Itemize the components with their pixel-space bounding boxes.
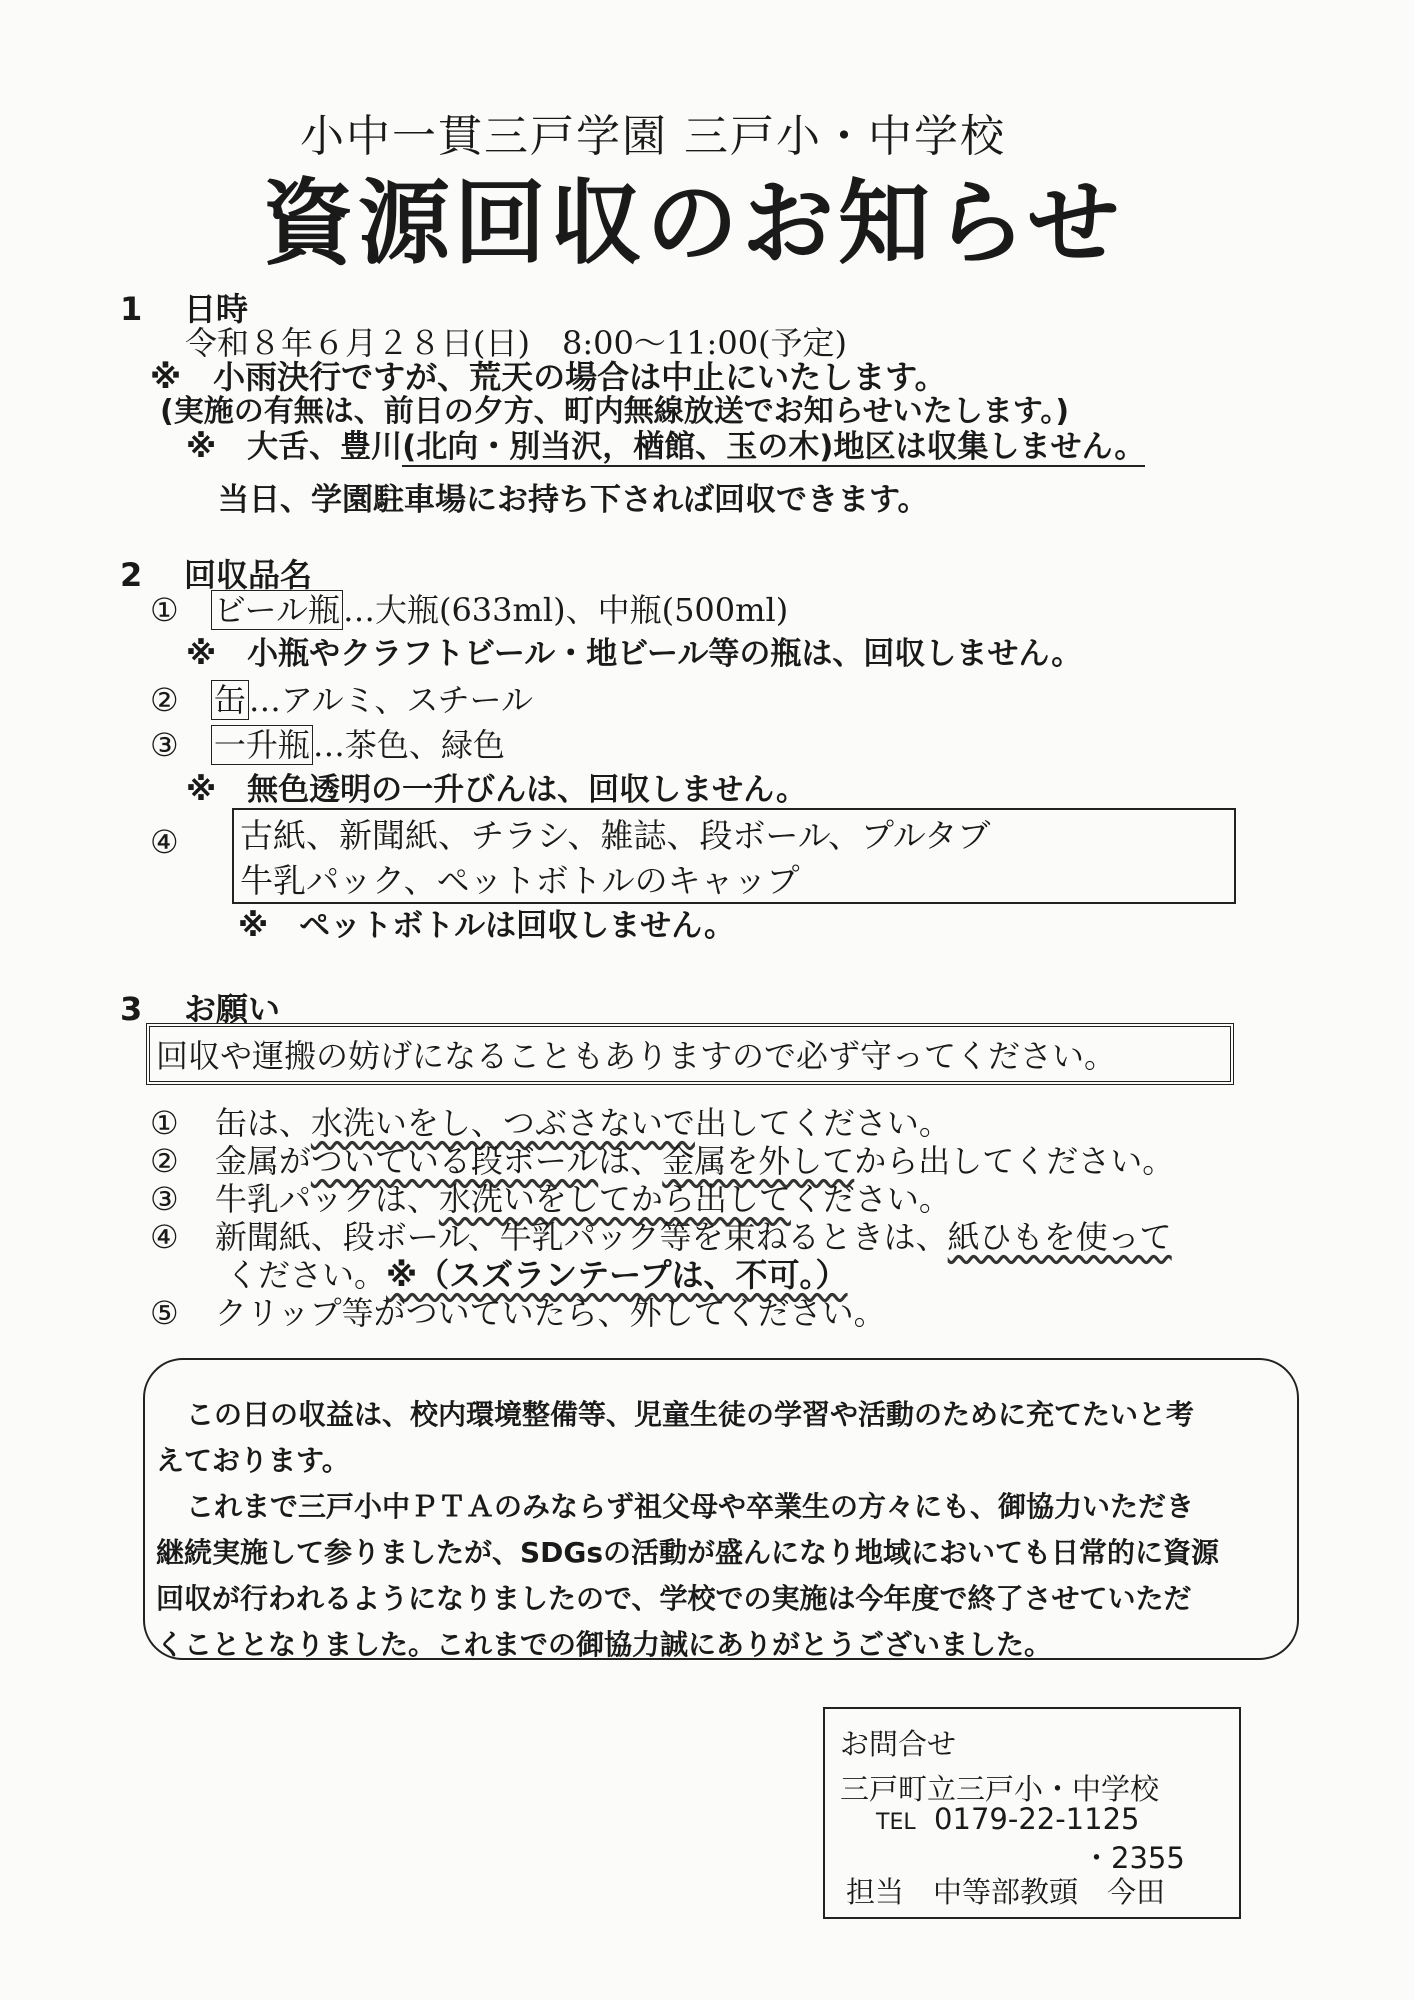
item1-detail: …大瓶(633ml)、中瓶(500ml) <box>342 591 789 629</box>
area-names: 大舌、豊川 <box>247 429 403 465</box>
section1-title: 日時 <box>184 290 249 328</box>
page-title: 資源回収のお知らせ <box>262 170 1124 277</box>
item2-number: ② <box>150 681 179 719</box>
rain-note-text: 小雨決行ですが、荒天の場合は中止にいたします。 <box>213 358 947 396</box>
item4-note-text: ペットボトルは回収しません。 <box>299 908 735 944</box>
contact-person <box>846 1870 1165 1911</box>
item2 <box>150 675 533 721</box>
person-label: 担当 <box>846 1875 905 1909</box>
item2-name: 缶 <box>211 680 249 720</box>
rule3-text-a: 牛乳パックは、 <box>214 1180 439 1218</box>
item2-detail: …アルミ、スチール <box>248 681 534 719</box>
message-line-5: 回収が行われるようになりましたので、学校での実施は今年度で終了させていただ <box>156 1582 1192 1615</box>
rule4-emphasis: 紙ひもを使って <box>947 1218 1172 1256</box>
rule3-number: ③ <box>150 1180 179 1218</box>
area-not-collected: 地区は収集しません。 <box>833 429 1146 465</box>
rule2-emphasis-1: ついている段ボール <box>310 1142 599 1180</box>
note-mark: ※ <box>150 358 182 396</box>
item1 <box>150 585 788 631</box>
rule4-text-b: ください。 <box>226 1256 387 1294</box>
message-line-3: これまで三戸小中ＰＴＡのみならず祖父母や卒業生の方々にも、御協力いただき <box>186 1490 1195 1523</box>
item4-line1: 古紙、新聞紙、チラシ、雑誌、段ボール、プルタブ <box>240 816 991 855</box>
item1-number: ① <box>150 591 179 629</box>
item1-note <box>186 628 1082 673</box>
note-mark: ※ <box>186 772 217 808</box>
rule2-text-c: から出してください。 <box>854 1142 1175 1180</box>
note-mark: ※ <box>238 908 269 944</box>
rule1-emphasis: 水洗いをし、つぶさないで <box>310 1104 695 1142</box>
event-datetime: 令和８年６月２８日(日) 8:00～11:00(予定) <box>185 324 848 362</box>
rule4-number: ④ <box>150 1218 179 1256</box>
note-mark: ※ <box>186 429 217 465</box>
rule2-text-b: は、 <box>598 1142 663 1180</box>
contact-school: 三戸町立三戸小・中学校 <box>840 1772 1160 1806</box>
excluded-area-note <box>186 421 1145 466</box>
item3-name: 一升瓶 <box>211 725 313 765</box>
rule1-number: ① <box>150 1104 179 1142</box>
area-subdistricts: (北向・別当沢，楢館、玉の木) <box>402 429 834 465</box>
broadcast-note: (実施の有無は、前日の夕方、町内無線放送でお知らせいたします。) <box>160 394 1070 429</box>
message-line-1: この日の収益は、校内環境整備等、児童生徒の学習や活動のために充てたいと考 <box>186 1398 1195 1431</box>
contact-title: お問合せ <box>840 1727 957 1761</box>
rule1-text-a: 缶は、 <box>214 1104 311 1142</box>
section2-title: 回収品名 <box>184 556 313 594</box>
section3-title: お願い <box>184 990 281 1028</box>
rule5-text: クリップ等がついていたら、外してください。 <box>214 1294 886 1332</box>
tel-label: TEL <box>876 1810 916 1835</box>
item4-line2: 牛乳パック、ペットボトルのキャップ <box>240 861 800 900</box>
item1-name: ビール瓶 <box>211 590 343 630</box>
rule4-text-a: 新聞紙、段ボール、牛乳パック等を束ねるときは、 <box>214 1218 948 1256</box>
school-name: 小中一貫三戸学園 三戸小・中学校 <box>300 111 1006 162</box>
item3-note <box>186 764 807 809</box>
item1-note-text: 小瓶やクラフトビール・地ビール等の瓶は、回収しません。 <box>247 636 1083 672</box>
parking-note: 当日、学園駐車場にお持ち下されば回収できます。 <box>218 482 929 518</box>
person-name: 中等部教頭 今田 <box>933 1875 1166 1909</box>
item3-number: ③ <box>150 726 179 764</box>
rule4-tape-warning: ※（スズランテープは、不可。） <box>386 1256 848 1294</box>
message-line-4: 継続実施して参りましたが、SDGsの活動が盛んになり地域においても日常的に資源 <box>156 1536 1220 1569</box>
message-line-6: くこととなりました。これまでの御協力誠にありがとうございました。 <box>156 1628 1053 1661</box>
rule5-number: ⑤ <box>150 1294 179 1332</box>
rule2-number: ② <box>150 1142 179 1180</box>
rule3-text-b: ください。 <box>790 1180 951 1218</box>
item4-note <box>238 900 735 945</box>
section2-number: 2 <box>120 556 143 594</box>
section3-number: 3 <box>120 990 143 1028</box>
rule3-emphasis: 水洗いをしてから出して <box>438 1180 791 1218</box>
item4-number: ④ <box>150 823 179 861</box>
item3 <box>150 720 505 766</box>
contact-phone <box>876 1802 1139 1836</box>
tel-number: 0179-22-1125 <box>934 1802 1140 1836</box>
section1-number: 1 <box>120 290 143 328</box>
rule1-text-b: 出してください。 <box>694 1104 951 1142</box>
message-line-2: えております。 <box>156 1444 350 1477</box>
rule5 <box>150 1288 886 1334</box>
item3-note-text: 無色透明の一升びんは、回収しません。 <box>247 772 807 808</box>
item3-detail: …茶色、緑色 <box>312 726 505 764</box>
rule2-emphasis-2: 金属を外して <box>662 1142 855 1180</box>
note-mark: ※ <box>186 636 217 672</box>
tel-extension: ・2355 <box>1082 1841 1185 1875</box>
request-notice: 回収や運搬の妨げになることもありますので必ず守ってください。 <box>156 1037 1117 1075</box>
rule2-text-a: 金属が <box>214 1142 311 1180</box>
